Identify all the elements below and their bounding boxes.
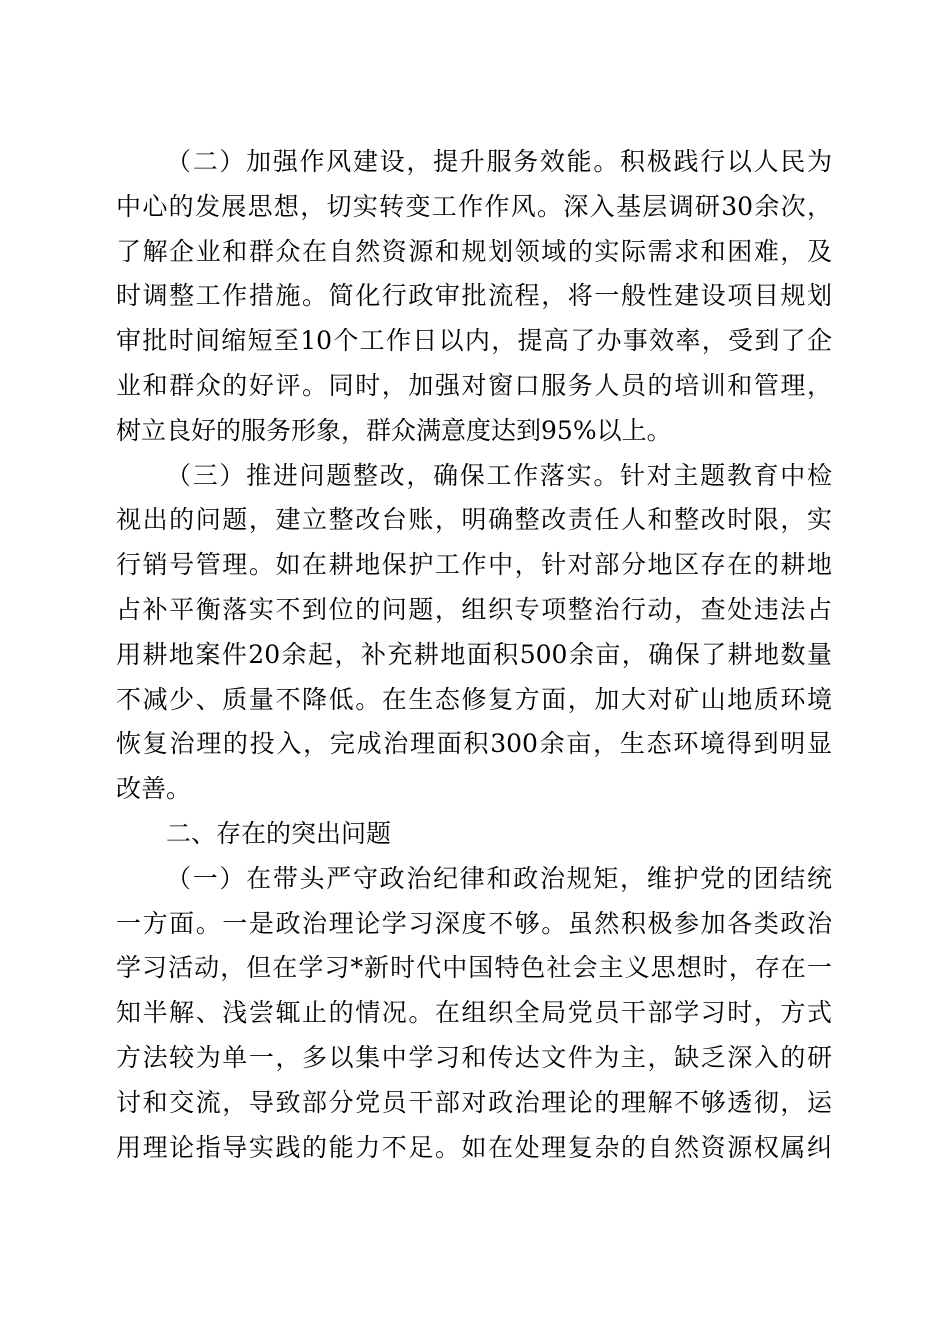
text-line: 学习活动，但在学习*新时代中国特色社会主义思想时，存在一 <box>116 953 832 983</box>
section-heading: 二、存在的突出问题 <box>166 818 392 848</box>
text-line: 时调整工作措施。简化行政审批流程，将一般性建设项目规划 <box>116 281 832 311</box>
text-line: 树立良好的服务形象，群众满意度达到95%以上。 <box>116 415 672 445</box>
text-line: （二）加强作风建设，提升服务效能。积极践行以人民为 <box>166 147 832 176</box>
text-line: 行销号管理。如在耕地保护工作中，针对部分地区存在的耕地 <box>116 550 832 580</box>
text-line: 知半解、浅尝辄止的情况。在组织全局党员干部学习时，方式 <box>116 998 832 1028</box>
text-line: 恢复治理的投入，完成治理面积300余亩，生态环境得到明显 <box>116 729 832 759</box>
paragraph-rectification <box>116 454 832 812</box>
text-line: 改善。 <box>116 774 192 804</box>
text-line: 业和群众的好评。同时，加强对窗口服务人员的培训和管理， <box>116 370 832 400</box>
text-line: 审批时间缩短至10个工作日以内，提高了办事效率，受到了企 <box>116 326 832 356</box>
text-line: （三）推进问题整改，确保工作落实。针对主题教育中检 <box>166 460 832 490</box>
text-line: 用理论指导实践的能力不足。如在处理复杂的自然资源权属纠 <box>116 1132 832 1162</box>
text-line: 用耕地案件20余起，补充耕地面积500余亩，确保了耕地数量 <box>116 639 832 669</box>
text-line: 视出的问题，建立整改台账，明确整改责任人和整改时限，实 <box>116 505 832 535</box>
text-line: 了解企业和群众在自然资源和规划领域的实际需求和困难，及 <box>116 236 832 266</box>
paragraph-political-discipline <box>116 857 832 1171</box>
paragraph-service-efficiency <box>116 140 832 454</box>
text-line: 不减少、质量不降低。在生态修复方面，加大对矿山地质环境 <box>116 684 832 714</box>
document-body <box>116 140 832 1170</box>
text-line: 占补平衡落实不到位的问题，组织专项整治行动，查处违法占 <box>116 594 832 624</box>
text-line: 中心的发展思想，切实转变工作作风。深入基层调研30余次， <box>116 191 832 221</box>
text-line: （一）在带头严守政治纪律和政治规矩，维护党的团结统 <box>166 863 832 893</box>
text-line: 方法较为单一，多以集中学习和传达文件为主，缺乏深入的研 <box>116 1042 832 1072</box>
text-line: 一方面。一是政治理论学习深度不够。虽然积极参加各类政治 <box>116 908 832 938</box>
text-line: 讨和交流，导致部分党员干部对政治理论的理解不够透彻，运 <box>116 1087 832 1117</box>
